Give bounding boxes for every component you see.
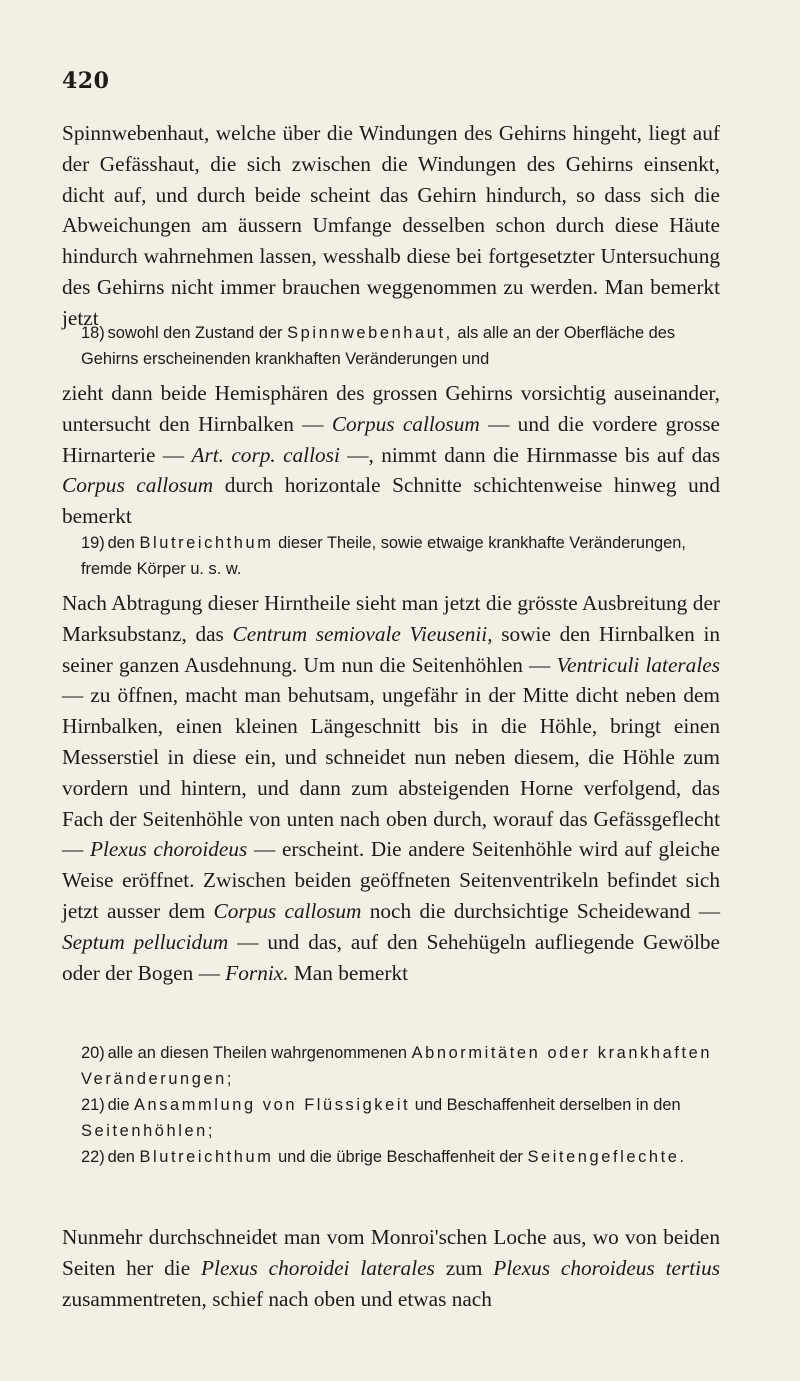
text-run: zieht dann beide Hemisphären des grossen Gehirns vorsichtig auseinander, untersucht den Hirnbalken —	[62, 381, 720, 436]
page-number: 420	[62, 68, 110, 94]
latin-term: Plexus choroideus	[89, 837, 248, 862]
note-spaced-term: Seitenhöhlen;	[81, 1122, 216, 1140]
note-22	[81, 1144, 721, 1170]
latin-term: Ventriculi laterales	[556, 652, 720, 677]
note-spaced-term: Ansammlung von Flüssigkeit	[134, 1096, 411, 1114]
text-run: — und die vordere grosse Hirnarterie —	[62, 411, 721, 467]
note-number: 19)	[81, 534, 105, 552]
note-text: und die übrige Beschaffenheit der	[278, 1148, 523, 1166]
text-run: —, nimmt dann die Hirnmasse bis auf das	[347, 442, 720, 467]
text-run: zusammentreten, schief nach oben und etwas nach	[62, 1286, 492, 1311]
latin-term: Plexus choroideus tertius	[493, 1255, 721, 1280]
latin-term: Plexus choroidei laterales	[201, 1255, 435, 1280]
text-run: — erscheint. Die andere Seitenhöhle wird auf gleiche Weise eröffnet. Zwischen beiden geöffneten Seitenventrikeln befindet sich jetzt ausser dem	[62, 837, 720, 923]
note-text: die	[107, 1096, 130, 1114]
text-run: Man bemerkt	[293, 960, 409, 985]
text-run: durch horizontale Schnitte schichtenweise hinweg und bemerkt	[62, 473, 721, 529]
latin-term: Fornix.	[225, 960, 289, 985]
note-18	[81, 320, 721, 372]
note-spaced-term: Abnormitäten oder krankhaften Veränderungen;	[81, 1044, 713, 1088]
text-run: Nach Abtragung dieser Hirntheile sieht man jetzt die grösste Ausbreitung der Marksubstanz, das	[62, 591, 720, 646]
note-text: sowohl den Zustand der	[107, 324, 283, 342]
note-text: als alle an der Oberfläche des Gehirns erscheinenden krankhaften Veränderungen und	[81, 324, 676, 368]
paragraph-2	[62, 378, 720, 532]
latin-term: Art. corp. callosi	[191, 442, 340, 467]
latin-term: Corpus callosum	[213, 898, 362, 923]
note-21	[81, 1092, 721, 1144]
note-text: den	[107, 534, 135, 552]
latin-term: Septum pellucidum	[62, 929, 229, 954]
text-run: Nunmehr durchschneidet man vom Monroi'schen Loche aus, wo von beiden Seiten her die	[62, 1225, 720, 1280]
note-spaced-term: Spinnwebenhaut,	[287, 324, 453, 342]
text-run: — und das, auf den Sehehügeln aufliegende Gewölbe oder der Bogen —	[62, 929, 720, 985]
paragraph-1: Spinnwebenhaut, welche über die Windungen des Gehirns hingeht, liegt auf der Gefässhaut, die sich zwischen die Windungen des Gehirns einsenkt, dicht auf, und durch beide scheint das Gehirn hindurch, so dass sich die Abweichungen am äussern Umfange desselben schon durch diese Häute hindurch wahrnehmen lassen, wesshalb diese bei fortgesetzter Untersuchung des Gehirns nicht immer brauchen weggenommen zu werden. Man bemerkt jetzt	[62, 121, 720, 330]
notes-20-22	[81, 1040, 721, 1170]
latin-term: Centrum semiovale Vieusenii,	[232, 621, 493, 646]
note-text: den	[107, 1148, 135, 1166]
text-run: noch die durchsichtige Scheidewand —	[369, 898, 720, 923]
note-text: alle an diesen Theilen wahrgenommenen	[107, 1044, 408, 1062]
note-number: 22)	[81, 1148, 105, 1166]
note-text: und Beschaffenheit derselben in den	[414, 1096, 681, 1114]
note-spaced-term: Seitengeflechte.	[527, 1148, 687, 1166]
note-spaced-term: Blutreichthum	[139, 534, 274, 552]
note-19	[81, 530, 721, 582]
note-spaced-term: Blutreichthum	[139, 1148, 274, 1166]
note-number: 18)	[81, 324, 105, 342]
paragraph-3	[62, 588, 720, 988]
latin-term: Corpus callosum	[62, 473, 214, 498]
latin-term: Corpus callosum	[331, 411, 480, 436]
text-run: zum	[445, 1255, 483, 1280]
text-run: — zu öffnen, macht man behutsam, ungefähr in der Mitte dicht neben dem Hirnbalken, einen kleinen Längeschnitt bis in die Höhle, bringt einen Messerstiel in diese ein, und schneidet nun neben diesem, die Höhle zum vordern und hintern, und dann zum absteigenden Horne verfolgend, das Fach der Seitenhöhle von unten nach oben durch, worauf das Gefässgeflecht —	[62, 683, 720, 862]
note-20	[81, 1040, 721, 1092]
note-number: 20)	[81, 1044, 105, 1062]
text-run: sowie den Hirnbalken in seiner ganzen Ausdehnung. Um nun die Seitenhöhlen —	[62, 621, 721, 677]
paragraph-4	[62, 1222, 720, 1314]
note-text: dieser Theile, sowie etwaige krankhafte Veränderungen, fremde Körper u. s. w.	[81, 534, 686, 578]
note-number: 21)	[81, 1096, 105, 1114]
